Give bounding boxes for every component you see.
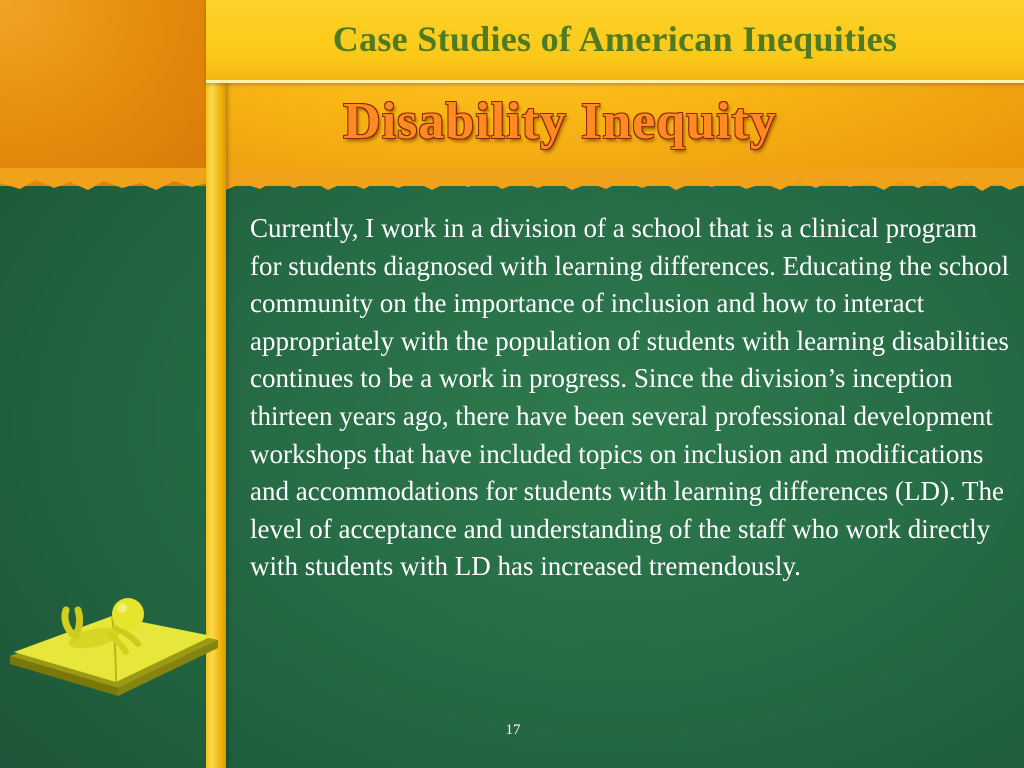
header-band-left bbox=[0, 0, 206, 186]
figure-reading-book-icon bbox=[6, 588, 220, 698]
torn-edge-divider bbox=[0, 168, 1024, 198]
page-number: 17 bbox=[505, 722, 521, 738]
body-paragraph: Currently, I work in a division of a school that is a clinical program for students diagnosed with learning differences. Educating the school community on the importance of inclusion and how to interact appropriately with the population of students with learning disabilities continues to be a work in progress. Since the division’s inception thirteen years ago, there have been several professional development workshops that have included topics on inclusion and modifications and accommodations for students with learning differences (LD). The level of acceptance and understanding of the staff who work directly with students with LD has increased tremendously. bbox=[250, 213, 1010, 582]
slide-title: Case Studies of American Inequities bbox=[332, 19, 898, 59]
slide-subtitle: Disability Inequity bbox=[343, 93, 777, 150]
